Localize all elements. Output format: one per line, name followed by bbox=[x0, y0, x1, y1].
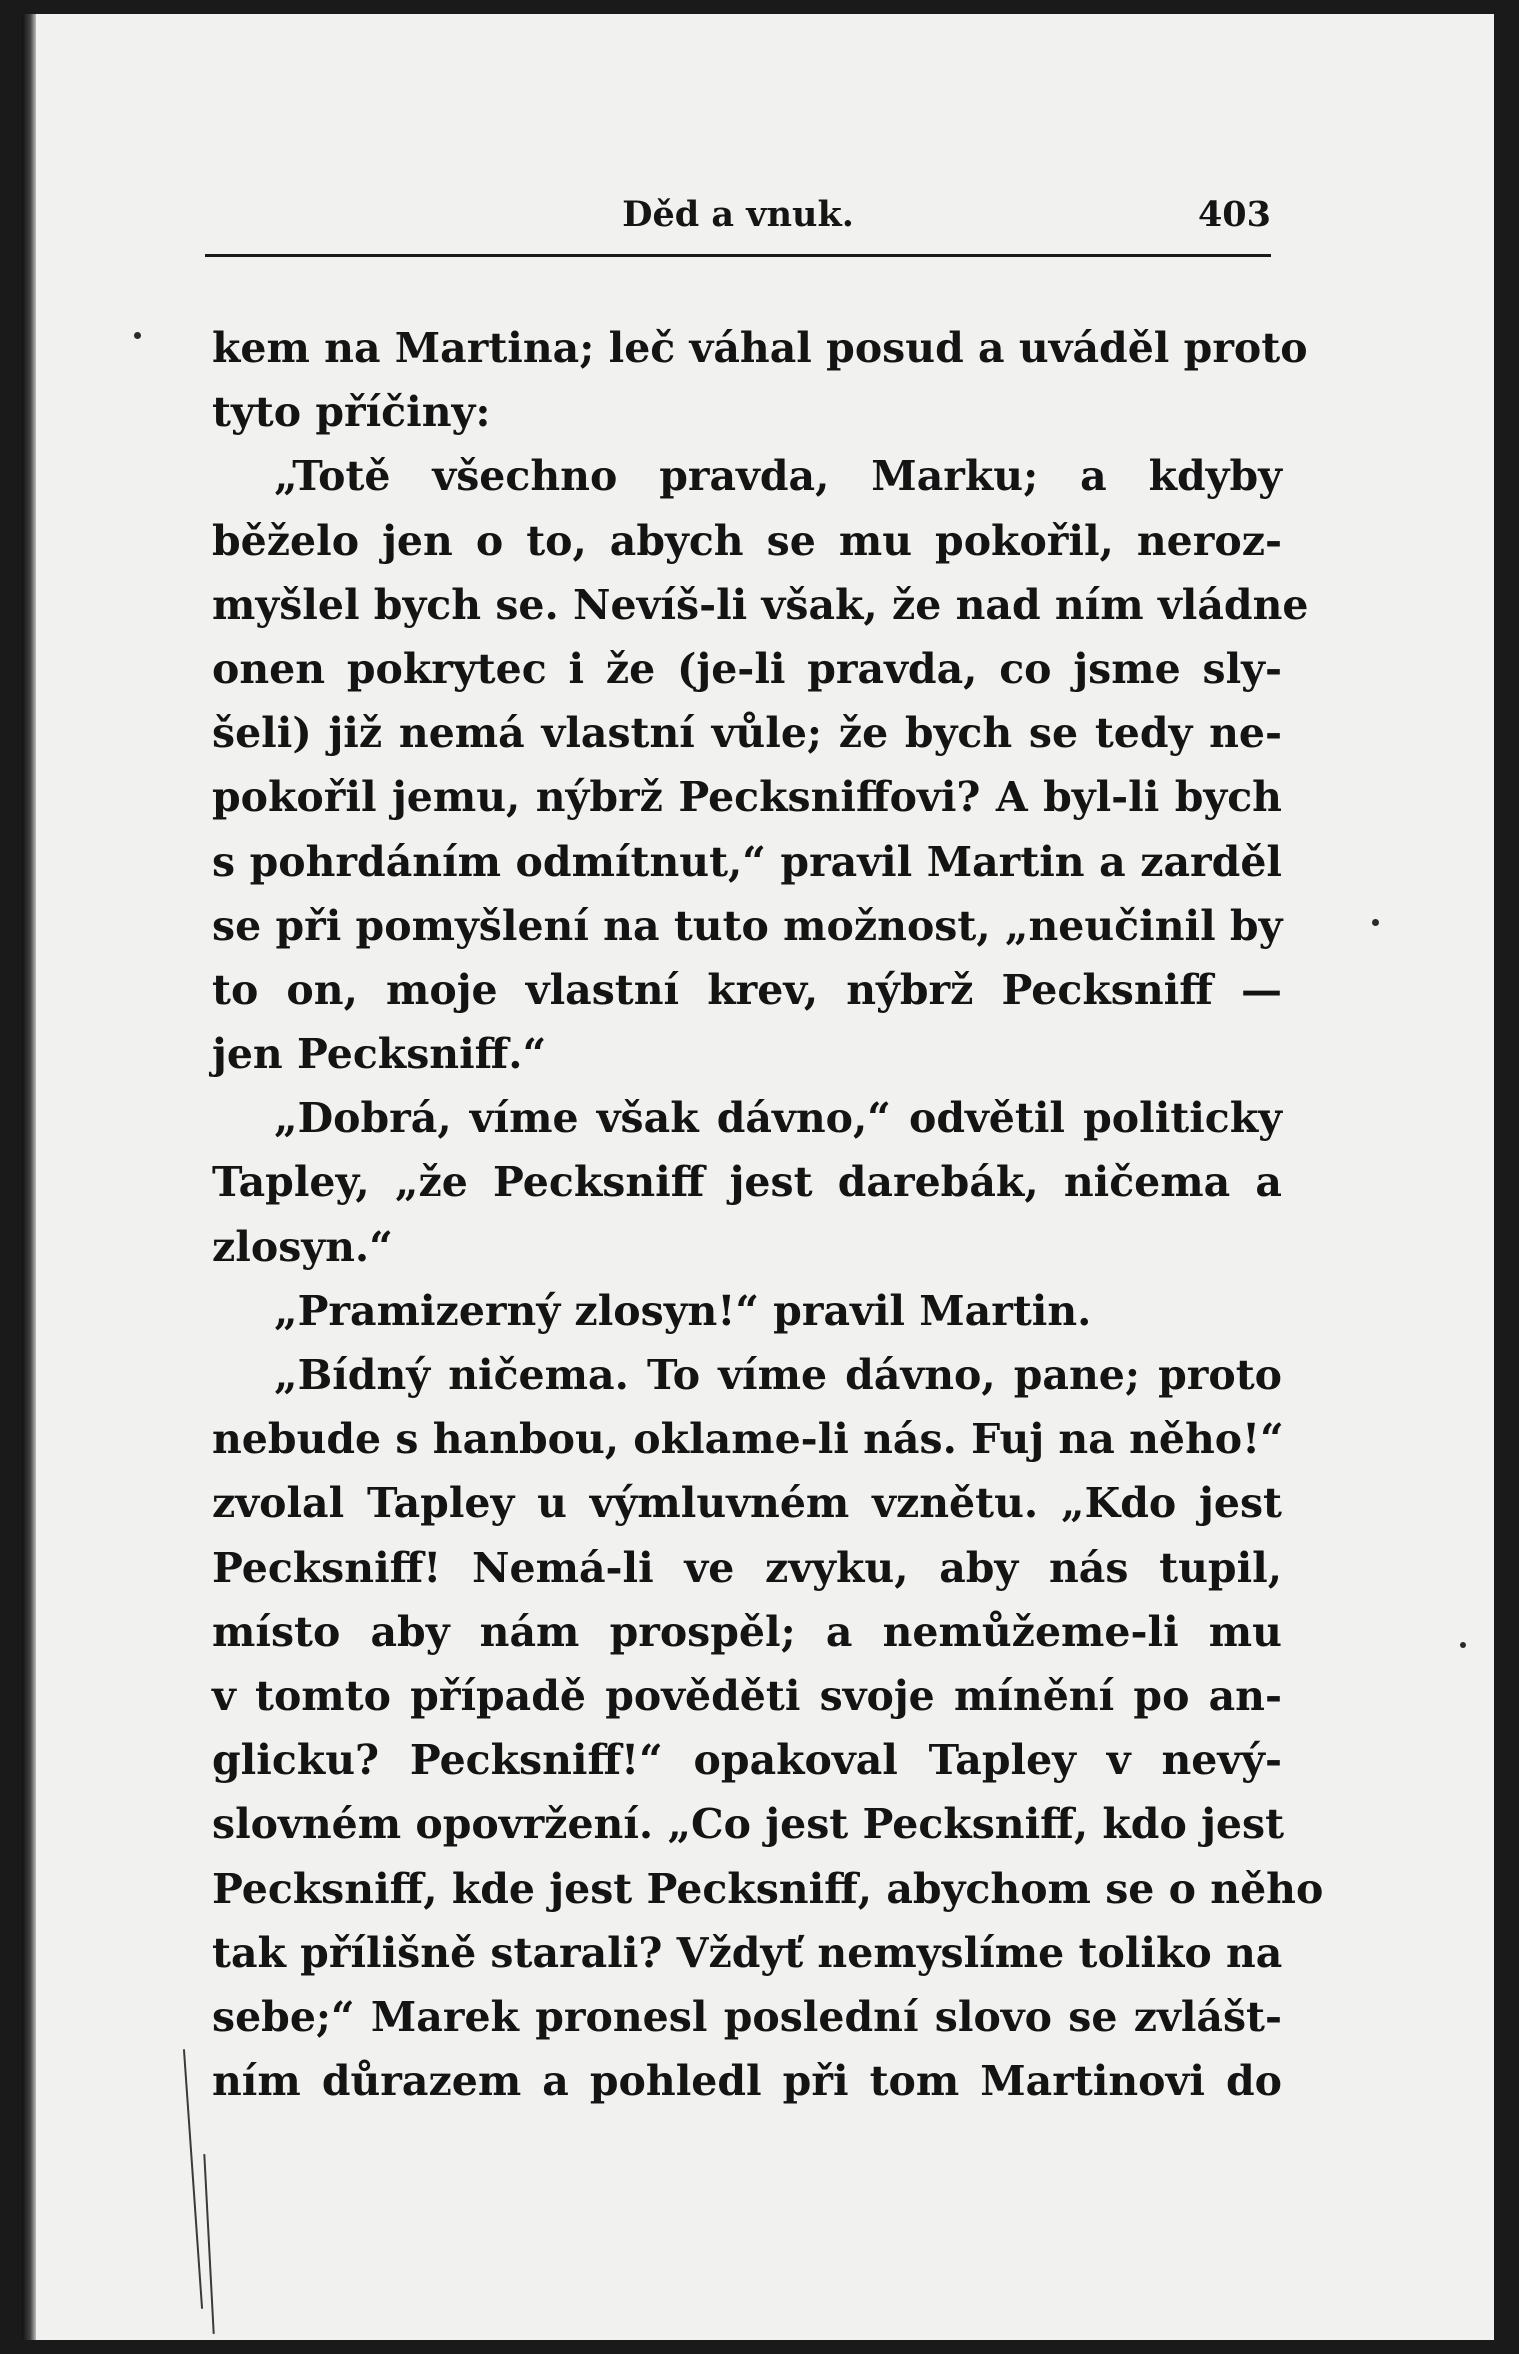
text-line: tak přílišně starali? Vždyť nemyslíme toliko na bbox=[212, 1928, 1283, 1977]
text-line: Pecksniff! Nemá-li ve zvyku, aby nás tupil, bbox=[212, 1543, 1282, 1592]
text-line: „Dobrá, víme však dávno,“ odvětil politicky bbox=[274, 1094, 1282, 1143]
scan-scratch bbox=[203, 2154, 214, 2334]
text-line: s pohrdáním odmítnut,“ pravil Martin a zarděl bbox=[212, 837, 1282, 886]
text-line: v tomto případě pověděti svoje mínění po an- bbox=[212, 1671, 1282, 1720]
text-line: ním důrazem a pohledl při tom Martinovi do bbox=[212, 2057, 1282, 2106]
text-line: kem na Martina; leč váhal posud a uváděl proto bbox=[212, 324, 1308, 372]
page-spine-edge bbox=[22, 14, 36, 2340]
text-line: tyto příčiny: bbox=[212, 388, 491, 437]
text-line: běželo jen o to, abych se mu pokořil, neroz- bbox=[212, 516, 1282, 565]
text-line: šeli) již nemá vlastní vůle; že bych se tedy ne- bbox=[212, 709, 1282, 758]
text-line: onen pokrytec i že (je-li pravda, co jsme sly- bbox=[212, 644, 1282, 693]
page-number: 403 bbox=[1197, 194, 1271, 235]
text-line: glicku? Pecksniff!“ opakoval Tapley v nevý- bbox=[212, 1736, 1282, 1785]
text-line: místo aby nám prospěl; a nemůžeme-li mu bbox=[212, 1607, 1282, 1656]
text-line: „Pramizerný zlosyn!“ pravil Martin. bbox=[274, 1286, 1092, 1335]
page-header bbox=[205, 194, 1271, 244]
text-line: Tapley, „že Pecksniff jest darebák, ničema a bbox=[212, 1158, 1282, 1207]
text-line: myšlel bych se. Nevíš-li však, že nad ním vládne bbox=[212, 580, 1309, 629]
text-line: „Totě všechno pravda, Marku; a kdyby bbox=[274, 452, 1282, 501]
text-line: sebe;“ Marek pronesl poslední slovo se zvlášt- bbox=[212, 1992, 1282, 2041]
header-rule bbox=[205, 254, 1271, 257]
text-line: zlosyn.“ bbox=[212, 1222, 393, 1271]
text-line: to on, moje vlastní krev, nýbrž Pecksniff — bbox=[212, 965, 1282, 1014]
body-text bbox=[212, 316, 1324, 2113]
text-line: nebude s hanbou, oklame-li nás. Fuj na něho!“ bbox=[212, 1415, 1284, 1464]
book-page bbox=[22, 14, 1494, 2340]
scan-scratch bbox=[183, 2049, 203, 2309]
text-line: „Bídný ničema. To víme dávno, pane; proto bbox=[274, 1351, 1282, 1399]
text-line: jen Pecksniff.“ bbox=[212, 1030, 547, 1079]
text-line: pokořil jemu, nýbrž Pecksniffovi? A byl-li bych bbox=[212, 773, 1282, 822]
text-line: se při pomyšlení na tuto možnost, „neučinil by bbox=[212, 901, 1283, 950]
scan-speck bbox=[1460, 1642, 1466, 1648]
text-line: zvolal Tapley u výmluvném vznětu. „Kdo jest bbox=[212, 1479, 1282, 1528]
text-line: Pecksniff, kde jest Pecksniff, abychom se o něho bbox=[212, 1864, 1324, 1913]
scan-speck bbox=[1372, 919, 1379, 926]
text-line: slovném opovržení. „Co jest Pecksniff, kdo jest bbox=[212, 1800, 1285, 1849]
running-title: Děd a vnuk. bbox=[622, 194, 854, 235]
scan-speck bbox=[134, 332, 141, 339]
